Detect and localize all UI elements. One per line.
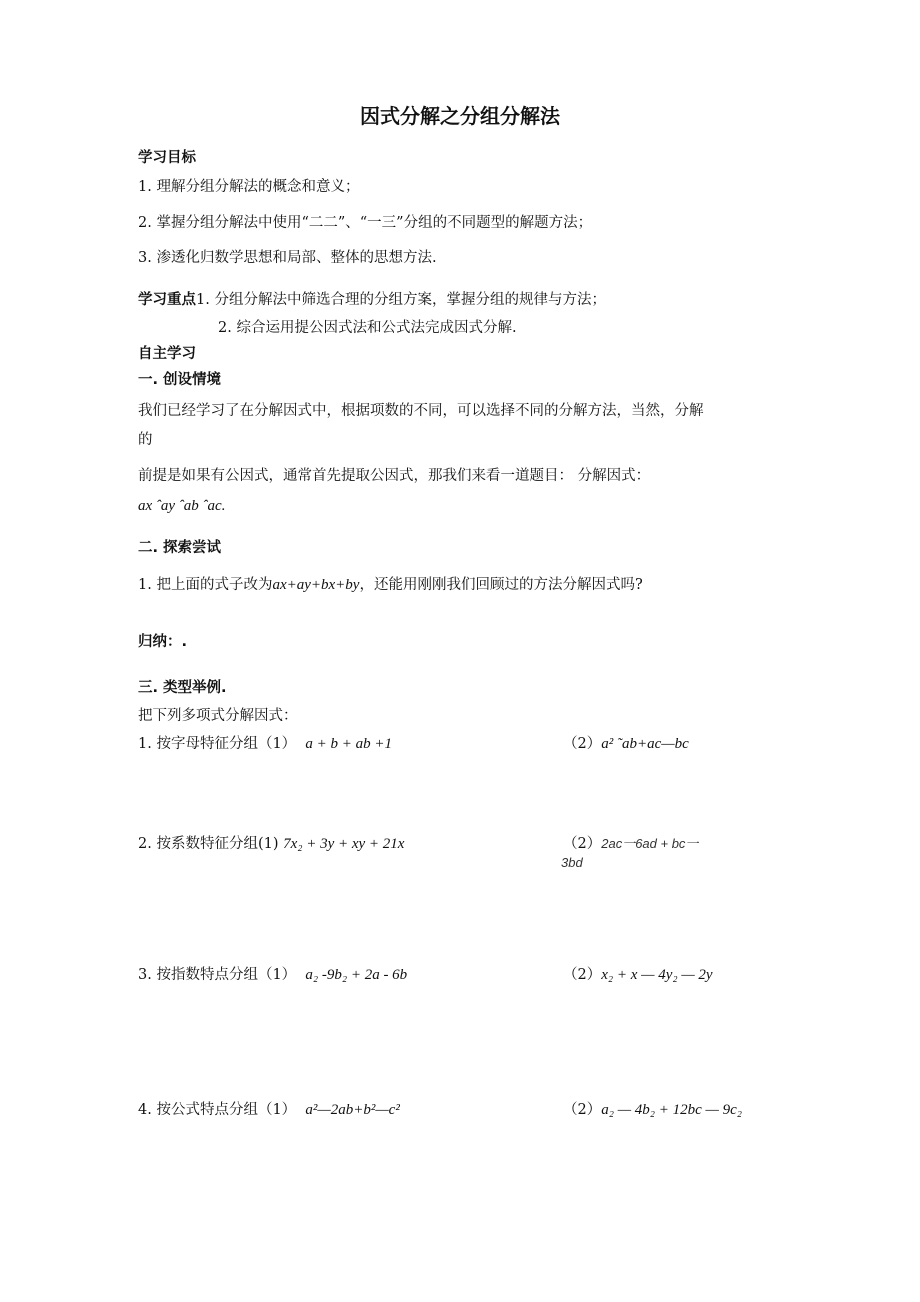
section1-paragraph: 我们已经学习了在分解因式中，根据项数的不同，可以选择不同的分解方法，当然，分解 [138, 403, 704, 419]
example-expression: a²—2ab+b²—c² [305, 1102, 400, 1118]
q1-prefix: 1. 把上面的式子改为 [138, 577, 273, 593]
example-label: （2） [563, 1102, 602, 1118]
focus-line2: 2. 综合运用提公因式法和公式法完成因式分解. [218, 320, 517, 336]
section3-intro: 把下列多项式分解因式： [138, 708, 298, 724]
example-1-part2 [563, 734, 689, 754]
q1-expression: ax+ay+bx+by [272, 577, 360, 593]
focus-block [138, 290, 606, 310]
section1-paragraph2: 前提是如果有公因式，通常首先提取公因式，那我们来看一道题目： 分解因式： [138, 468, 651, 484]
example-expression: a₂ — 4b₂ + 12bc — 9c₂ [601, 1102, 742, 1118]
example-label: （2） [563, 836, 602, 852]
example-label: 4. 按公式特点分组（1） [138, 1102, 297, 1118]
section3-heading: 三. 类型举例. [138, 680, 227, 696]
example-expression: x₂ + x — 4y₂ — 2y [601, 967, 713, 983]
self-study-heading: 自主学习 [138, 346, 196, 362]
q1-suffix: ，还能用刚刚我们回顾过的方法分解因式吗? [359, 577, 643, 593]
example-label: 1. 按字母特征分组（1） [138, 736, 297, 752]
goals-heading: 学习目标 [138, 150, 196, 166]
example-expression: a² ˜ab+ac—bc [601, 736, 689, 752]
focus-heading: 学习重点 [138, 292, 196, 308]
goal-item: 2. 掌握分组分解法中使用“二二”、“一三”分组的不同题型的解题方法； [138, 215, 593, 231]
page-title: 因式分解之分组分解法 [360, 104, 560, 128]
focus-line1: 1. 分组分解法中筛选合理的分组方案，掌握分组的规律与方法； [196, 292, 606, 308]
example-expression: a + b + ab +1 [305, 736, 393, 752]
example-2-part2-cont: 3bd [561, 855, 583, 870]
example-3-part2 [563, 965, 713, 985]
section2-question [138, 575, 643, 595]
example-expression: 2ac一6ad + bc一 [601, 836, 699, 851]
section2-heading: 二. 探索尝试 [138, 540, 222, 556]
example-2 [138, 834, 404, 854]
section1-heading: 一. 创设情境 [138, 372, 222, 388]
section1-expression: ax ˆay ˆab ˆac. [138, 498, 226, 514]
section1-paragraph-cont: 的 [138, 432, 153, 448]
example-label: 3. 按指数特点分组（1） [138, 967, 297, 983]
example-4-part2 [563, 1100, 742, 1120]
summary-label: 归纳：. [138, 634, 188, 650]
example-3 [138, 965, 407, 985]
example-expression: a₂ -9b₂ + 2a - 6b [305, 967, 408, 983]
example-2-part2 [563, 834, 698, 854]
example-label: （2） [563, 736, 602, 752]
goal-item: 1. 理解分组分解法的概念和意义； [138, 179, 360, 195]
example-label: 2. 按系数特征分组(1) [138, 836, 279, 852]
example-1 [138, 734, 392, 754]
example-expression: 7x₂ + 3y + xy + 21x [283, 836, 405, 852]
example-4 [138, 1100, 400, 1120]
example-label: （2） [563, 967, 602, 983]
goal-item: 3. 渗透化归数学思想和局部、整体的思想方法. [138, 250, 437, 266]
